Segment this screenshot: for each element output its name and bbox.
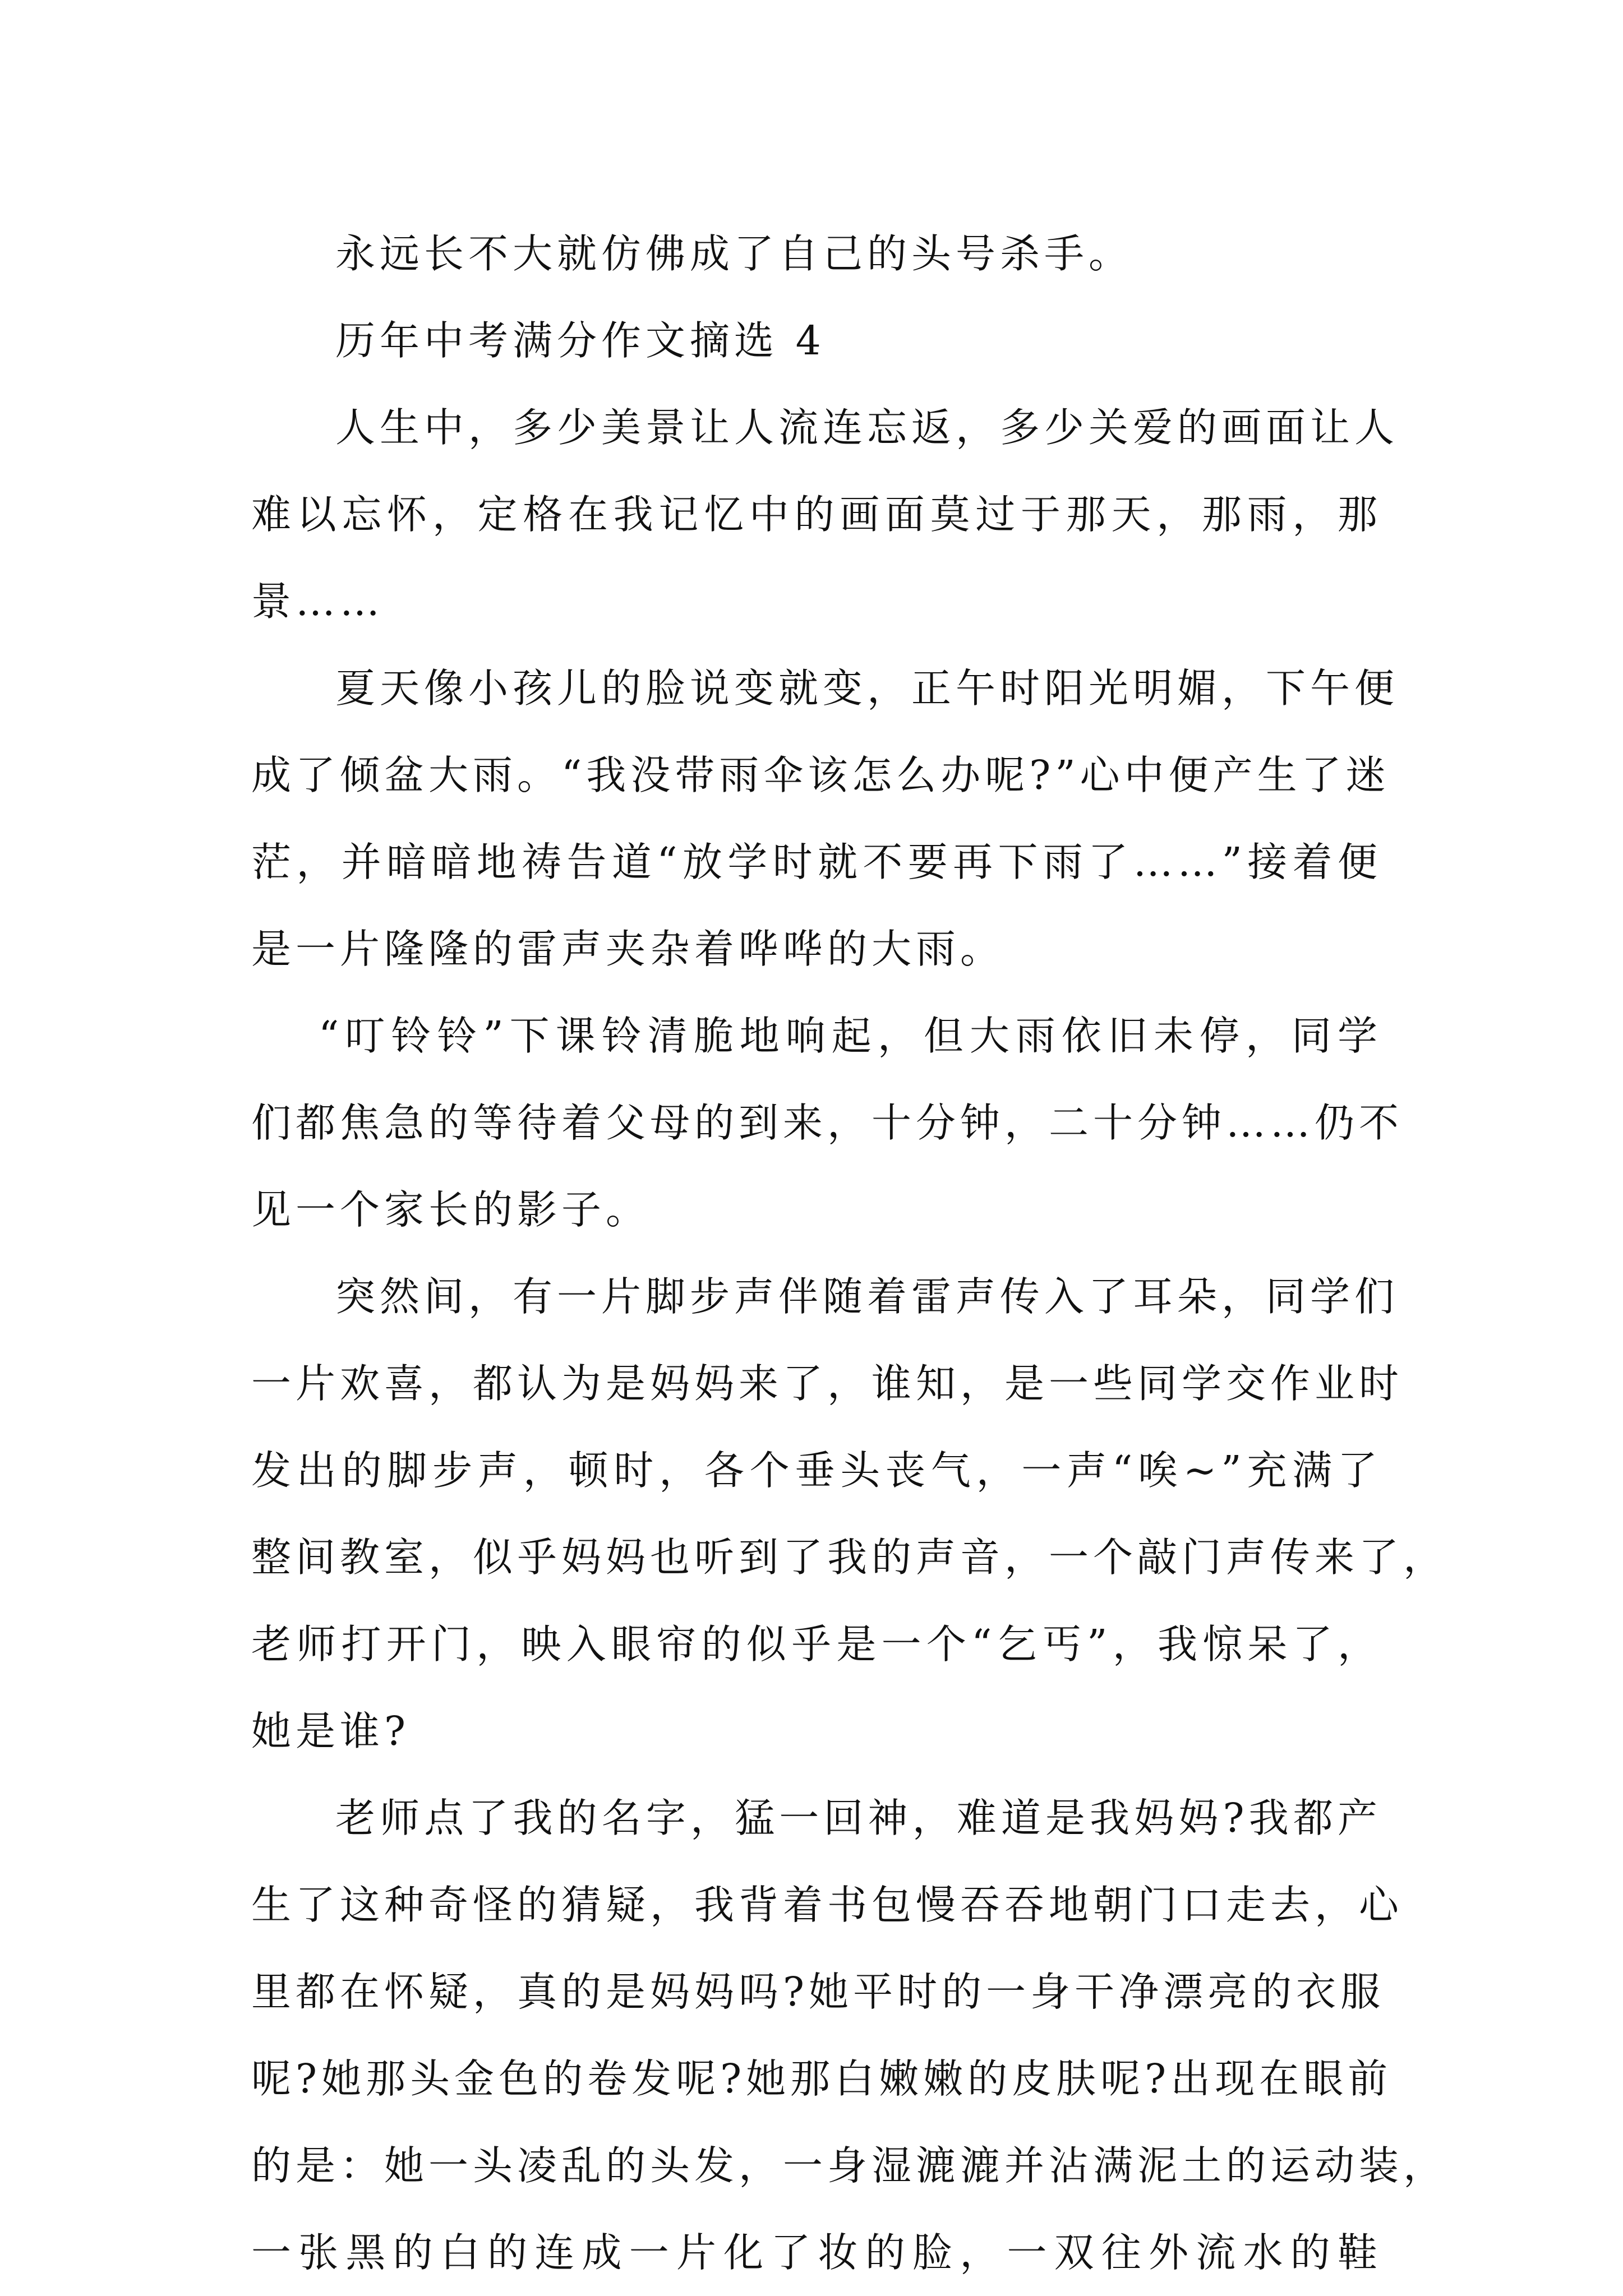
text-line: 人生中，多少美景让人流连忘返，多少关爱的画面让人 — [335, 404, 1399, 451]
text-line: 是一片隆隆的雷声夹杂着哗哗的大雨。 — [251, 926, 1005, 972]
text-line: 老师点了我的名字，猛一回神，难道是我妈妈?我都产 — [335, 1795, 1382, 1841]
text-line: “叮铃铃”下课铃清脆地响起，但大雨依旧未停，同学 — [319, 1013, 1382, 1059]
text-line: 成了倾盆大雨。“我没带雨伞该怎么办呢?”心中便产生了迷 — [251, 752, 1390, 798]
text-line: 们都焦急的等待着父母的到来，十分钟，二十分钟……仍不 — [251, 1100, 1404, 1146]
text-line: 茫，并暗暗地祷告道“放学时就不要再下雨了……”接着便 — [251, 839, 1382, 885]
section-heading: 历年中考满分作文摘选 4 — [335, 317, 826, 364]
text-line: 她是谁? — [251, 1708, 411, 1754]
text-line: 夏天像小孩儿的脸说变就变，正午时阳光明媚，下午便 — [335, 665, 1399, 712]
text-line: 景…… — [251, 578, 385, 625]
text-line: 生了这种奇怪的猜疑，我背着书包慢吞吞地朝门口走去，心 — [251, 1882, 1404, 1928]
document-body — [251, 210, 1448, 2296]
text-line: 发出的脚步声，顿时，各个垂头丧气，一声“唉~”充满了 — [251, 1447, 1382, 1494]
text-line: 一张黑的白的连成一片化了妆的脸，一双往外流水的鞋 — [251, 2229, 1382, 2276]
text-line: 整间教室，似乎妈妈也听到了我的声音，一个敲门声传来了， — [251, 1534, 1448, 1581]
text-line: 呢?她那头金色的卷发呢?她那白嫩嫩的皮肤呢?出现在眼前 — [251, 2055, 1393, 2102]
text-line: 永远长不大就仿佛成了自己的头号杀手。 — [335, 230, 1133, 277]
text-line: 的是：她一头凌乱的头发，一身湿漉漉并沾满泥土的运动装， — [251, 2142, 1448, 2189]
text-line: 老师打开门，映入眼帘的似乎是一个“乞丐”，我惊呆了， — [251, 1621, 1382, 1667]
text-line: 见一个家长的影子。 — [251, 1186, 651, 1233]
text-line: 里都在怀疑，真的是妈妈吗?她平时的一身干净漂亮的衣服 — [251, 1969, 1385, 2015]
text-line: 突然间，有一片脚步声伴随着雷声传入了耳朵，同学们 — [335, 1273, 1399, 1320]
text-line: 难以忘怀，定格在我记忆中的画面莫过于那天，那雨，那 — [251, 491, 1382, 538]
text-line: 一片欢喜，都认为是妈妈来了，谁知，是一些同学交作业时 — [251, 1360, 1404, 1407]
